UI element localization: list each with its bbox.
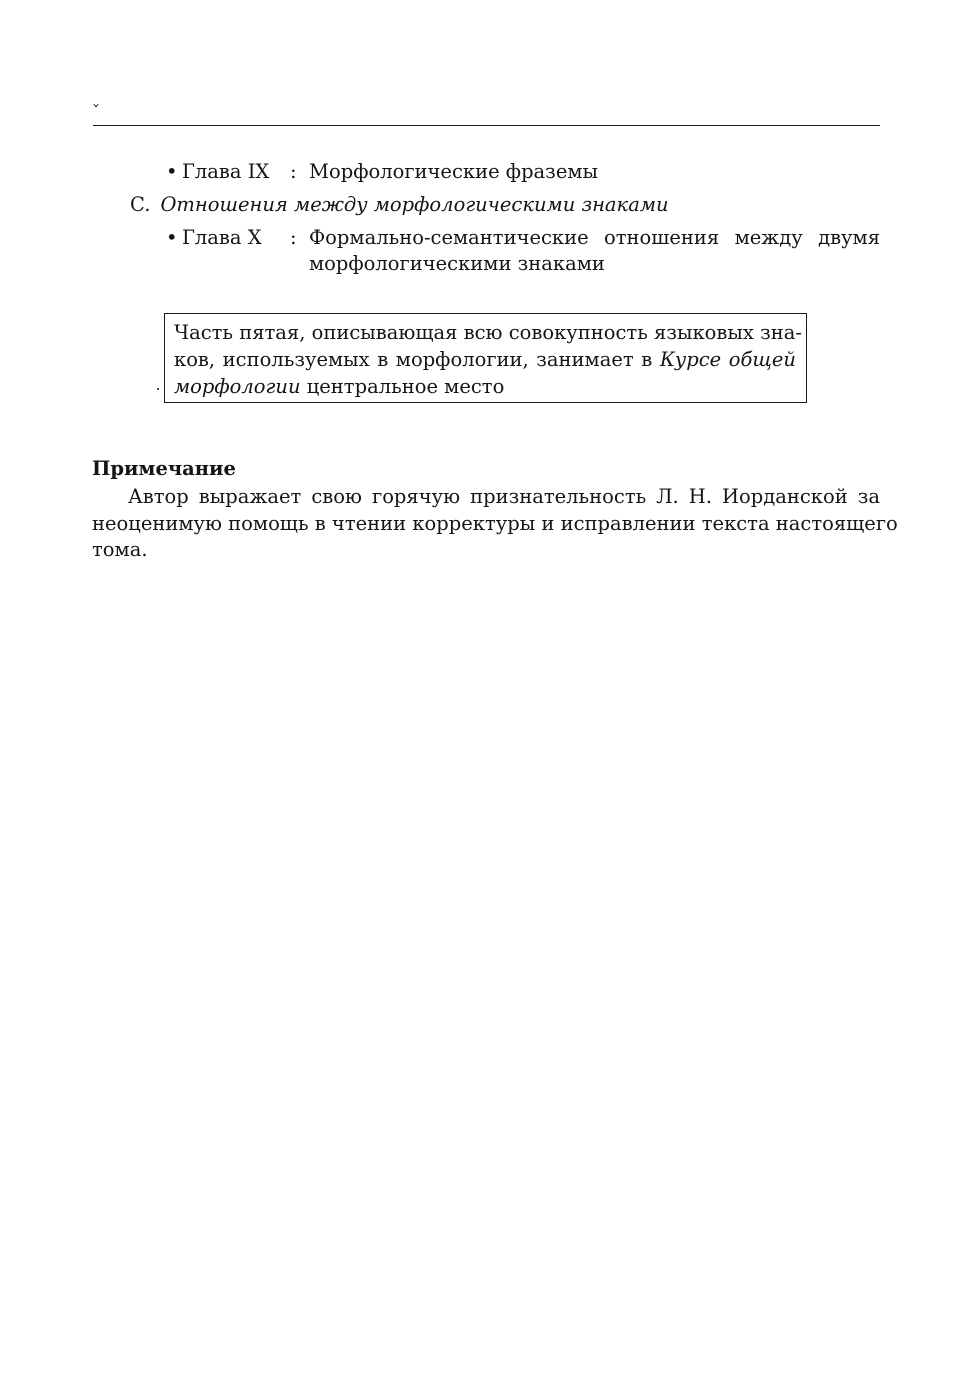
boxed-note-line-3 [174, 373, 796, 400]
bullet-icon: • [166, 160, 178, 183]
bullet-icon: • [166, 226, 178, 249]
note-line-1: Автор выражает свою горячую признательность Л. Н. Иорданской за [128, 485, 880, 508]
note-body [92, 484, 898, 564]
chapter-ix-title [309, 159, 880, 185]
note-line-2: неоценимую помощь в чтении корректуры и исправлении текста настоящего [92, 511, 898, 535]
boxed-note-line-2-italic: Курсе общей [659, 348, 796, 371]
chapter-ix-label [166, 159, 269, 185]
header-mark: ˇ [92, 102, 100, 121]
stray-dot-mark [157, 388, 159, 390]
section-c-heading [130, 192, 669, 218]
header-rule [93, 125, 880, 126]
boxed-note-line-2-plain: ков, используемых в морфологии, занимает в [174, 348, 660, 371]
chapter-x-title-line-2: морфологическими знаками [309, 252, 605, 275]
chapter-x-title-line-1: Формально-семантические отношения между двумя [309, 226, 880, 249]
boxed-note-line-2 [174, 346, 796, 373]
chapter-x-title [309, 225, 880, 277]
chapter-ix-colon: : [290, 160, 297, 183]
chapter-x-label [166, 225, 262, 251]
chapter-x-colon: : [290, 226, 297, 249]
chapter-ix-title-line: Морфологические фраземы [309, 160, 599, 183]
boxed-note [164, 313, 807, 403]
section-c-letter: C. [130, 193, 151, 216]
section-c-title: Отношения между морфологическими знаками [160, 193, 669, 216]
boxed-note-line-1: Часть пятая, описывающая всю совокупность языковых зна- [174, 321, 802, 344]
chapter-ix-label-text: Глава IX [182, 160, 270, 183]
boxed-note-line-3-plain: центральное место [300, 375, 505, 398]
note-line-3: тома. [92, 538, 148, 561]
note-heading: Примечание [92, 457, 236, 480]
chapter-x-label-text: Глава X [182, 226, 262, 249]
boxed-note-line-3-italic: морфологии [174, 375, 301, 398]
